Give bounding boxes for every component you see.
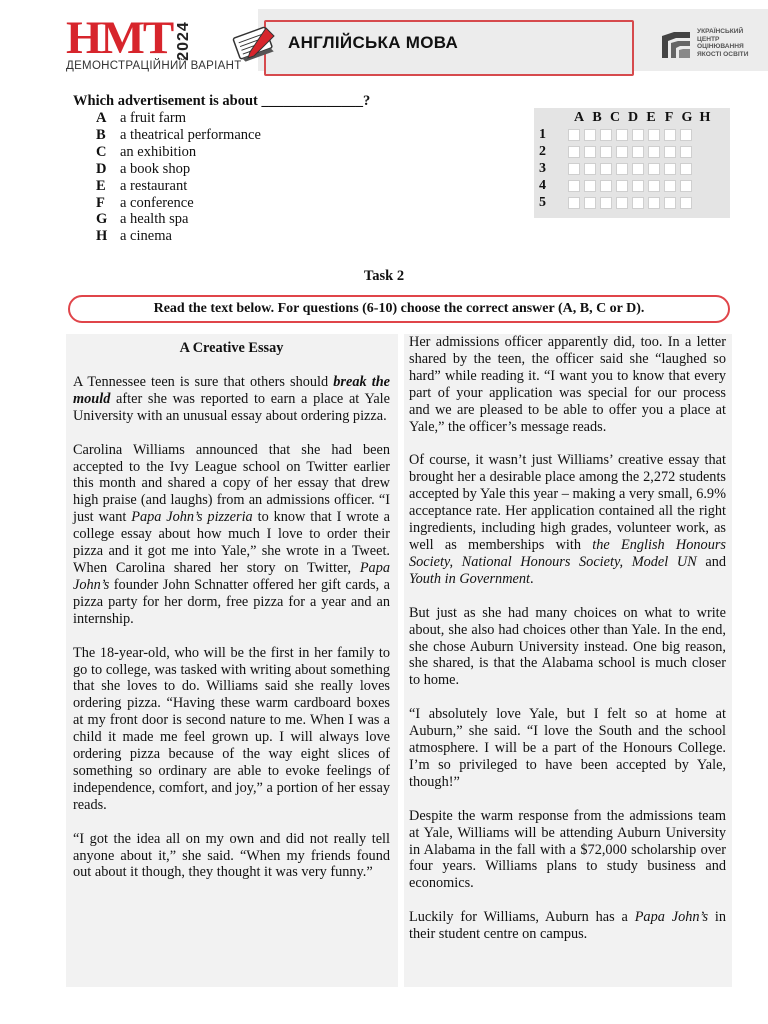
answer-checkbox[interactable]	[584, 146, 596, 158]
answer-checkbox[interactable]	[616, 146, 628, 158]
answer-checkbox[interactable]	[648, 129, 660, 141]
answer-checkbox[interactable]	[568, 146, 580, 158]
answer-checkbox[interactable]	[600, 197, 612, 209]
subject-title: АНГЛІЙСЬКА МОВА	[288, 33, 459, 52]
paragraph: The 18-year-old, who will be the first in her family to go to college, was tasked with writing about something that she loves to do. Williams said she really loves ordering pizza. “Having these warm cardboard boxes at my front door is second nature to me. When I was a child it made me feel grown up. I will always love ordering pizza because of the way eight slices of something so ordinary are able to evoke feelings of independence, comfort, and joy,” a portion of her essay reads.	[73, 644, 390, 813]
answer-checkbox[interactable]	[600, 129, 612, 141]
answer-checkbox[interactable]	[584, 197, 596, 209]
answer-checkbox[interactable]	[568, 163, 580, 175]
option-b: B a theatrical performance	[96, 126, 261, 143]
answer-checkbox[interactable]	[616, 180, 628, 192]
logo-year: 2024	[174, 21, 192, 61]
answer-checkbox[interactable]	[680, 146, 692, 158]
answer-checkbox[interactable]	[600, 163, 612, 175]
answer-checkbox[interactable]	[568, 129, 580, 141]
answer-checkbox[interactable]	[584, 129, 596, 141]
paragraph: Carolina Williams announced that she had been accepted to the Ivy League school on Twitter earlier this month and shared a copy of her essay that drew high praise (and laughs) from an admissions officer. “I just want Papa John’s pizzeria to know that I wrote a college essay about how much I love to order their pizza and it got me into Yale,” she wrote in a Tweet. When Carolina shared her story on Twitter, Papa John’s founder John Schnatter offered her gift cards, a pizza party for her dorm, free pizza for a year and an internship.	[73, 441, 390, 627]
answer-grid-row	[534, 144, 696, 160]
testing-center-name: УКРАЇНСЬКИЙ ЦЕНТР ОЦІНЮВАННЯ ЯКОСТІ ОСВІТИ	[697, 28, 749, 58]
option-f: F a conference	[96, 194, 194, 211]
answer-checkbox[interactable]	[600, 180, 612, 192]
logo-subtitle: ДЕМОНСТРАЦІЙНИЙ ВАРІАНТ	[66, 60, 242, 72]
answer-checkbox[interactable]	[632, 197, 644, 209]
answer-grid	[534, 108, 730, 218]
question-text: Which advertisement is about ______________?	[73, 93, 371, 109]
option-c: C an exhibition	[96, 143, 197, 160]
answer-checkbox[interactable]	[648, 163, 660, 175]
paragraph: “I got the idea all on my own and did not really tell anyone about it,” she said. “When my friends found out about it though, they thought it was very funny.”	[73, 830, 390, 881]
books-icon	[228, 24, 278, 64]
answer-checkbox[interactable]	[632, 163, 644, 175]
answer-grid-row	[534, 195, 696, 211]
row-number: 4	[539, 178, 546, 193]
task2-instruction: Read the text below. For questions (6-10) choose the correct answer (A, B, C or D).	[68, 295, 730, 323]
paragraph: But just as she had many choices on what to write about, she also had choices other than Yale. In the end, she chose Auburn University instead. One big reason, she shared, is that the Alabama school is much closer to home.	[409, 604, 726, 689]
testing-center-logo-icon	[660, 30, 692, 60]
answer-checkbox[interactable]	[648, 146, 660, 158]
row-number: 3	[539, 161, 546, 176]
paragraph: Her admissions officer apparently did, too. In a letter shared by the teen, the officer said she “laughed so hard” while reading it. “I want you to know that every part of your application was special for our process and we are pleased to be able to offer you a place at Yale,” the officer’s message reads.	[409, 334, 726, 435]
nmt-logo	[66, 12, 242, 76]
option-e: E a restaurant	[96, 177, 188, 194]
paragraph: A Tennessee teen is sure that others should break the mould after she was reported to earn a place at Yale University with an unusual essay about ordering pizza.	[73, 373, 391, 424]
answer-checkbox[interactable]	[664, 146, 676, 158]
answer-grid-header: A B C D E F G H	[573, 110, 711, 125]
logo-main: НМТ	[66, 12, 173, 64]
answer-checkbox[interactable]	[632, 146, 644, 158]
answer-checkbox[interactable]	[680, 129, 692, 141]
task2-title: Task 2	[363, 268, 405, 284]
answer-checkbox[interactable]	[664, 180, 676, 192]
answer-checkbox[interactable]	[616, 129, 628, 141]
row-number: 1	[539, 127, 546, 142]
answer-checkbox[interactable]	[664, 197, 676, 209]
answer-grid-row	[534, 127, 696, 143]
answer-checkbox[interactable]	[680, 163, 692, 175]
answer-checkbox[interactable]	[584, 180, 596, 192]
answer-checkbox[interactable]	[664, 129, 676, 141]
essay-title: A Creative Essay	[179, 340, 284, 356]
answer-grid-row	[534, 161, 696, 177]
answer-grid-row	[534, 178, 696, 194]
article-column-right	[404, 334, 732, 987]
answer-checkbox[interactable]	[680, 180, 692, 192]
paragraph: “I absolutely love Yale, but I felt so at home at Auburn,” she said. “I love the South and the school atmosphere. I will be a part of the Honours College. I’m so privileged to have been accepted by Yale, though!”	[409, 706, 726, 790]
options-list	[96, 110, 261, 245]
paragraph: Luckily for Williams, Auburn has a Papa John’s in their student centre on campus.	[409, 909, 726, 943]
option-g: G a health spa	[96, 211, 189, 228]
answer-checkbox[interactable]	[568, 180, 580, 192]
answer-checkbox[interactable]	[600, 146, 612, 158]
option-h: H a cinema	[96, 228, 172, 245]
answer-checkbox[interactable]	[568, 197, 580, 209]
answer-checkbox[interactable]	[632, 180, 644, 192]
option-a: A a fruit farm	[96, 110, 187, 126]
answer-checkbox[interactable]	[616, 197, 628, 209]
answer-checkbox[interactable]	[632, 129, 644, 141]
paragraph: Despite the warm response from the admissions team at Yale, Williams will be attending Auburn University in Alabama in the fall with a $72,000 scholarship over four years. Williams plans to study business and economics.	[409, 807, 726, 892]
answer-checkbox[interactable]	[664, 163, 676, 175]
row-number: 2	[539, 144, 546, 159]
option-d: D a book shop	[96, 160, 191, 177]
answer-checkbox[interactable]	[648, 197, 660, 209]
answer-checkbox[interactable]	[680, 197, 692, 209]
paragraph: Of course, it wasn’t just Williams’ creative essay that brought her a desirable place among the 2,272 students accepted by Yale this year – making a very small, 6.9% acceptance rate. Her application contained all the right ingredients, including high grades, volunteer work, as well as memberships with the English Honours Society, National Honours Society, Model UN and Youth in Government.	[409, 452, 727, 587]
answer-checkbox[interactable]	[648, 180, 660, 192]
article-column-left	[66, 334, 398, 987]
answer-checkbox[interactable]	[616, 163, 628, 175]
row-number: 5	[539, 195, 546, 210]
answer-checkbox[interactable]	[584, 163, 596, 175]
